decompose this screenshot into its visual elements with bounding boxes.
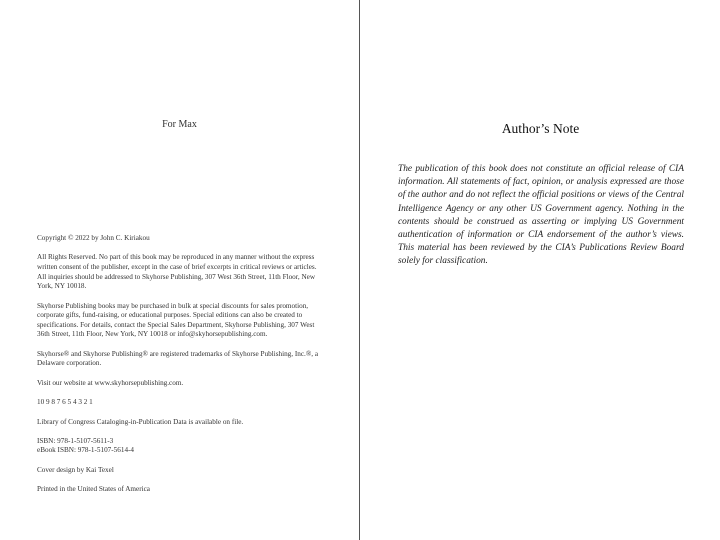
right-page	[361, 0, 720, 540]
cip-line: Library of Congress Cataloging-in-Publication Data is available on file.	[37, 417, 244, 426]
left-page	[0, 0, 359, 540]
printed-in-line: Printed in the United States of America	[37, 485, 150, 494]
trademark-statement: Skyhorse® and Skyhorse Publishing® are registered trademarks of Skyhorse Publishing, Inc.®, a Delaware corporation.	[37, 349, 319, 368]
author-note-body: The publication of this book does not constitute an official release of CIA information. All statements of fact, opinion, or analysis expressed are those of the author and do not reflect the official positions or views of the Central Intelligence Agency or any other US Government agency. Nothing in the contents should be construed as asserting or implying US Government authentication of information or CIA endorsement of the author’s views. This material has been reviewed by the CIA’s Publications Review Board solely for classification.	[398, 164, 684, 267]
copyright-notice: Copyright © 2022 by John C. Kiriakou	[37, 234, 150, 242]
cover-design-line: Cover design by Kai Texel	[37, 465, 114, 474]
copyright-block	[37, 234, 327, 505]
rights-statement: All Rights Reserved. No part of this book may be reproduced in any manner without the express written consent of the publisher, except in the case of brief excerpts in critical reviews or articles. All inquiries should be addressed to Skyhorse Publishing, 307 West 36th Street, 11th Floor, New York, NY 10018.	[37, 253, 317, 291]
printing-line: 10 9 8 7 6 5 4 3 2 1	[37, 398, 93, 407]
website-line: Visit our website at www.skyhorsepublishing.com.	[37, 378, 184, 387]
page-gutter	[359, 0, 360, 540]
page-title: Author’s Note	[501, 121, 580, 136]
dedication: For Max	[162, 119, 197, 130]
bulk-sales-statement: Skyhorse Publishing books may be purchased in bulk at special discounts for sales promotion, corporate gifts, fund-raising, or educational purposes. Special editions can also be created to specifications. For details, contact the Special Sales Department, Skyhorse Publishing, 307 West 36th Street, 11th Floor, New York, NY 10018 or info@skyhorsepublishing.com.	[37, 301, 315, 339]
isbn-lines: ISBN: 978-1-5107-5611-3 eBook ISBN: 978-1-5107-5614-4	[37, 436, 135, 455]
